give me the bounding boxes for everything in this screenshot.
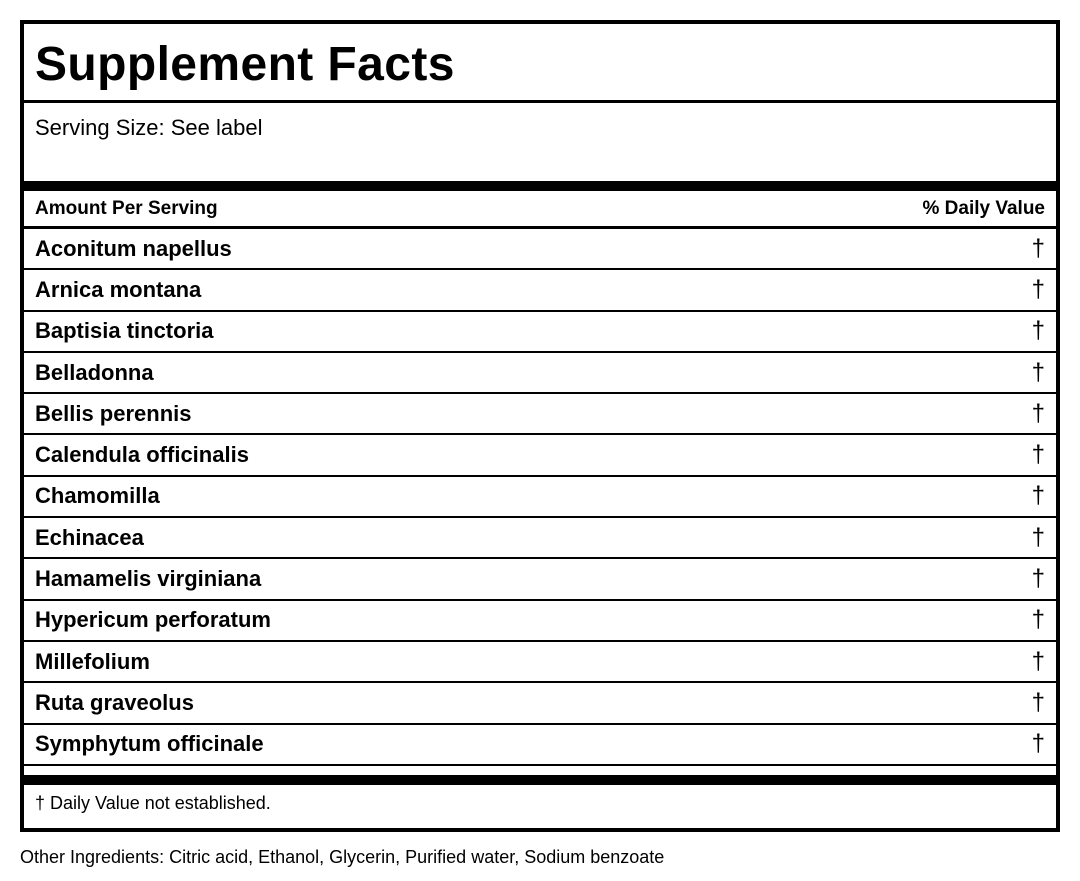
thick-divider-bottom [24, 775, 1056, 785]
ingredient-row [24, 394, 1056, 435]
ingredient-name: Symphytum officinale [35, 731, 264, 757]
ingredient-row [24, 725, 1056, 766]
other-ingredients: Other Ingredients: Citric acid, Ethanol, Glycerin, Purified water, Sodium benzoate [20, 847, 665, 867]
ingredient-name: Baptisia tinctoria [35, 318, 214, 344]
ingredient-dv: † [1031, 688, 1045, 716]
ingredient-row [24, 683, 1056, 724]
supplement-facts-panel [20, 20, 1060, 832]
ingredient-dv: † [1031, 234, 1045, 262]
ingredient-name: Millefolium [35, 648, 150, 674]
ingredient-row [24, 312, 1056, 353]
ingredient-dv: † [1031, 441, 1045, 469]
ingredient-row [24, 518, 1056, 559]
ingredient-dv: † [1031, 317, 1045, 345]
ingredient-row [24, 229, 1056, 270]
ingredient-name: Belladonna [35, 359, 154, 385]
thick-divider-top [24, 181, 1056, 191]
ingredient-name: Bellis perennis [35, 400, 192, 426]
ingredient-row [24, 270, 1056, 311]
ingredient-dv: † [1031, 275, 1045, 303]
ingredient-dv: † [1031, 358, 1045, 386]
ingredient-dv: † [1031, 523, 1045, 551]
ingredient-row [24, 477, 1056, 518]
footnote: † Daily Value not established. [35, 793, 271, 814]
ingredient-dv: † [1031, 606, 1045, 634]
ingredient-name: Hamamelis virginiana [35, 566, 262, 592]
ingredient-row [24, 642, 1056, 683]
serving-size: Serving Size: See label [35, 115, 263, 140]
ingredient-name: Calendula officinalis [35, 442, 249, 468]
daily-value-label: % Daily Value [922, 197, 1045, 219]
ingredient-row [24, 353, 1056, 394]
panel-title: Supplement Facts [24, 24, 1056, 103]
ingredient-dv: † [1031, 565, 1045, 593]
ingredient-name: Arnica montana [35, 276, 202, 302]
ingredient-list [24, 229, 1056, 766]
amount-header-row [24, 191, 1056, 229]
ingredient-name: Ruta graveolus [35, 689, 194, 715]
ingredient-row [24, 435, 1056, 476]
ingredient-name: Hypericum perforatum [35, 607, 271, 633]
ingredient-row [24, 559, 1056, 600]
ingredient-row [24, 601, 1056, 642]
amount-per-serving-label: Amount Per Serving [35, 197, 218, 219]
ingredient-dv: † [1031, 399, 1045, 427]
spacer [24, 766, 1056, 775]
ingredient-name: Aconitum napellus [35, 235, 232, 261]
ingredient-dv: † [1031, 647, 1045, 675]
ingredient-dv: † [1031, 730, 1045, 758]
ingredient-name: Chamomilla [35, 483, 160, 509]
ingredient-dv: † [1031, 482, 1045, 510]
ingredient-name: Echinacea [35, 524, 144, 550]
